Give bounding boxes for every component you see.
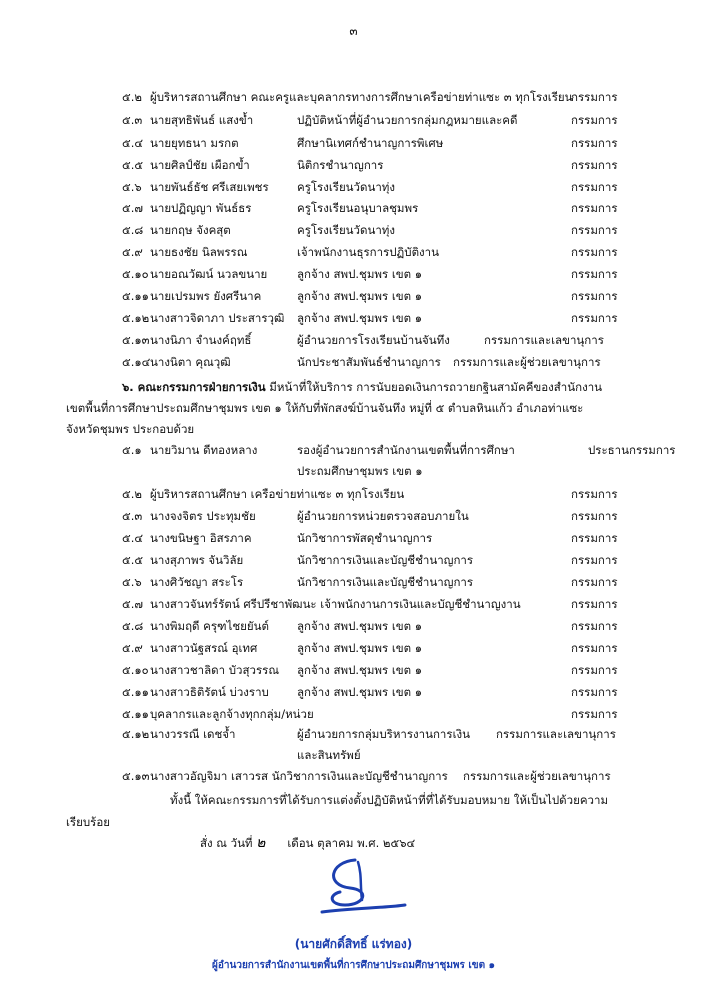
section5-member-row <box>0 87 707 107</box>
member-name: นางขนิษฐา อิสรภาค <box>150 531 252 545</box>
member-name: นายศิลป์ชัย เผือกข้ำ <box>150 158 250 172</box>
member-number: ๕.๕ <box>122 158 144 172</box>
member-role: กรรมการ <box>571 223 618 237</box>
member-number: ๕.๘ <box>122 619 144 633</box>
member-role: กรรมการ <box>571 685 618 699</box>
member-name: นางสาวธิติรัตน์ บ่วงราบ <box>150 685 269 699</box>
member-name: นางสาวนัฐสรณ์ อุเทศ <box>150 641 258 655</box>
signer-position: ผู้อำนวยการสำนักงานเขตพื้นที่การศึกษาประถมศึกษาชุมพร เขต ๑ <box>212 960 495 971</box>
section6.members-member-row <box>0 638 707 658</box>
member-number: ๕.๑ <box>122 443 142 457</box>
member-role: กรรมการ <box>571 531 618 545</box>
member-number: ๕.๑๓ <box>122 769 150 783</box>
member-role: กรรมการ <box>571 113 618 127</box>
member-name: นางสาวจันทร์รัตน์ ศรีปรีชาพัฒนะ เจ้าพนักงานการเงินและบัญชีชำนาญงาน <box>150 597 521 611</box>
signature-image <box>300 850 420 920</box>
section5-member-row <box>0 133 707 153</box>
section6.members-member-row <box>0 682 707 702</box>
member-role: กรรมการและผู้ช่วยเลขานุการ <box>453 355 601 369</box>
member-role: กรรมการ <box>571 180 618 194</box>
member-position: นักประชาสัมพันธ์ชำนาญการ <box>297 355 441 369</box>
member-position: ลูกจ้าง สพป.ชุมพร เขต ๑ <box>297 641 423 655</box>
member-position: ลูกจ้าง สพป.ชุมพร เขต ๑ <box>297 289 423 303</box>
member-position: ปฏิบัติหน้าที่ผู้อำนวยการกลุ่มกฎหมายและคดี <box>297 113 518 127</box>
member-role: กรรมการและผู้ช่วยเลขานุการ <box>463 769 611 783</box>
member-number: ๕.๘ <box>122 223 144 237</box>
section6.members-member-row <box>0 528 707 548</box>
section5-member-row <box>0 264 707 284</box>
member-role: กรรมการ <box>571 267 618 281</box>
member-number: ๕.๓ <box>122 509 143 523</box>
section5-member-row <box>0 110 707 130</box>
section6.members-member-row <box>0 484 707 504</box>
date-prefix: สั่ง ณ วันที่ <box>200 836 253 850</box>
member-name: นางนิตา คุณวุฒิ <box>150 355 231 369</box>
member-position-continued: และสินทรัพย์ <box>297 748 361 762</box>
closing-line2: เรียบร้อย <box>66 815 110 829</box>
member-role: กรรมการ <box>571 90 618 104</box>
member-position: เจ้าพนักงานธุรการปฏิบัติงาน <box>297 245 439 259</box>
member-name: บุคลากรและลูกจ้างทุกกลุ่ม/หน่วย <box>150 707 314 721</box>
section6-intro-line3: จังหวัดชุมพร ประกอบด้วย <box>66 422 195 436</box>
member-role: กรรมการ <box>571 289 618 303</box>
member-name: นายสุทธิพันธ์ แสงข้ำ <box>150 113 254 127</box>
member-position: นักวิชาการเงินและบัญชีชำนาญการ <box>297 575 474 589</box>
member-number: ๕.๑๑ <box>122 685 149 699</box>
member-role: กรรมการ <box>571 136 618 150</box>
member-number: ๕.๔ <box>122 531 144 545</box>
section6.members-member-row <box>0 616 707 636</box>
member-role: กรรมการ <box>571 663 618 677</box>
section6.members-member-row <box>0 572 707 592</box>
member-role: กรรมการ <box>571 158 618 172</box>
member-number: ๕.๒ <box>122 487 142 501</box>
section6-intro-line2: เขตพื้นที่การศึกษาประถมศึกษาชุมพร เขต ๑ ให้กับที่พักสงฆ์บ้านจันทึง หมู่ที่ ๕ ตำบลหินแก้ว อำเภอท่าแซะ <box>66 401 584 415</box>
member-role: กรรมการและเลขานุการ <box>496 727 616 741</box>
member-number: ๕.๑๓ <box>122 333 150 347</box>
member-role: กรรมการ <box>571 509 618 523</box>
member-name: นายธงชัย นิลพรรณ <box>150 245 248 259</box>
section6.members-member-row <box>0 766 707 786</box>
section5-member-row <box>0 352 707 372</box>
date-month: เดือน ตุลาคม พ.ศ. ๒๕๖๔ <box>287 836 416 850</box>
member-position-continued: ประถมศึกษาชุมพร เขต ๑ <box>297 464 423 478</box>
section5-member-row <box>0 177 707 197</box>
member-name: นายยุทธนา มรกต <box>150 136 239 150</box>
member-name: นายกฤษ จังคสุต <box>150 223 231 237</box>
member-position: ลูกจ้าง สพป.ชุมพร เขต ๑ <box>297 685 423 699</box>
signer-name: (นายศักดิ์สิทธิ์ แร่ทอง) <box>294 937 413 951</box>
member-role: กรรมการ <box>571 487 618 501</box>
member-position: ลูกจ้าง สพป.ชุมพร เขต ๑ <box>297 619 423 633</box>
member-role: กรรมการ <box>571 619 618 633</box>
member-name: นางนิภา จำนงค์ฤทธิ์ <box>150 333 252 347</box>
member-name: นางสาวชาลิดา บัวสุวรรณ <box>150 663 280 677</box>
member-role: ประธานกรรมการ <box>588 443 676 457</box>
member-role: กรรมการ <box>571 597 618 611</box>
section5-member-row <box>0 308 707 328</box>
member-role: กรรมการ <box>571 311 618 325</box>
member-name: ผู้บริหารสถานศึกษา คณะครูและบุคลากรทางการศึกษาเครือข่ายท่าแซะ ๓ ทุกโรงเรียน <box>150 90 573 104</box>
section6.members-member-row <box>0 660 707 680</box>
member-position: ลูกจ้าง สพป.ชุมพร เขต ๑ <box>297 311 423 325</box>
member-position: ครูโรงเรียนอนุบาลชุมพร <box>297 201 419 215</box>
member-number: ๕.๒ <box>122 90 142 104</box>
member-position: ลูกจ้าง สพป.ชุมพร เขต ๑ <box>297 663 423 677</box>
member-position: นักวิชาการพัสดุชำนาญการ <box>297 531 433 545</box>
section5-member-row <box>0 286 707 306</box>
member-number: ๕.๔ <box>122 136 144 150</box>
section6.members-member-row <box>0 724 707 744</box>
section6-line1: มีหน้าที่ให้บริการ การนับยอดเงินการถวายกฐินสามัคคีของสำนักงาน <box>265 380 603 394</box>
member-role: กรรมการ <box>571 553 618 567</box>
member-name: ผู้บริหารสถานศึกษา เครือข่ายท่าแซะ ๓ ทุกโรงเรียน <box>150 487 405 501</box>
member-name: นายเปรมพร ยังศรีนาค <box>150 289 262 303</box>
section6.members-member-row <box>0 594 707 614</box>
member-number: ๕.๓ <box>122 113 143 127</box>
page-number: ๓ <box>349 24 358 38</box>
closing-line1: ทั้งนี้ ให้คณะกรรมการที่ได้รับการแต่งตั้งปฏิบัติหน้าที่ที่ได้รับมอบหมาย ให้เป็นไปด้วยความ <box>170 793 609 807</box>
member-role: กรรมการ <box>571 575 618 589</box>
member-position: ผู้อำนวยการหน่วยตรวจสอบภายใน <box>297 509 469 523</box>
section6.members-member-row <box>0 704 707 724</box>
member-position: ครูโรงเรียนวัดนาทุ่ง <box>297 180 395 194</box>
member-name: นางจงจิตร ประทุมชัย <box>150 509 256 523</box>
member-name: นางศิวัชญา สระโร <box>150 575 244 589</box>
member-number: ๕.๕ <box>122 553 144 567</box>
member-number: ๕.๑๔ <box>122 355 151 369</box>
member-position: ลูกจ้าง สพป.ชุมพร เขต ๑ <box>297 267 423 281</box>
section6.members-member-row <box>0 440 707 460</box>
member-position: ศึกษานิเทศก์ชำนาญการพิเศษ <box>297 136 444 150</box>
member-position: ผู้อำนวยการกลุ่มบริหารงานการเงิน <box>297 727 470 741</box>
date-day: ๒ <box>256 835 266 851</box>
section6-intro-line1 <box>122 377 602 397</box>
member-role: กรรมการ <box>571 201 618 215</box>
member-number: ๕.๗ <box>122 201 144 215</box>
member-name: นางพิมฤดี ครุฑไชยยันต์ <box>150 619 269 633</box>
member-number: ๕.๑๑ <box>122 289 149 303</box>
member-role: กรรมการ <box>571 707 618 721</box>
member-position: นักวิชาการเงินและบัญชีชำนาญการ <box>297 553 474 567</box>
section5-member-row <box>0 330 707 350</box>
member-number: ๕.๗ <box>122 597 144 611</box>
member-position: ผู้อำนวยการโรงเรียนบ้านจันทึง <box>297 333 450 347</box>
section5-member-row <box>0 220 707 240</box>
member-number: ๕.๑๒ <box>122 727 150 741</box>
member-position: ครูโรงเรียนวัดนาทุ่ง <box>297 223 395 237</box>
member-number: ๕.๑๐ <box>122 267 149 281</box>
section6-heading: ๖. คณะกรรมการฝ่ายการเงิน <box>122 380 266 394</box>
section5-member-row <box>0 155 707 175</box>
member-name: นางสาวจิดาภา ประสารวุฒิ <box>150 311 285 325</box>
member-number: ๕.๙ <box>122 245 143 259</box>
member-number: ๕.๖ <box>122 180 142 194</box>
member-number: ๕.๙ <box>122 641 143 655</box>
member-role: กรรมการและเลขานุการ <box>484 333 604 347</box>
member-name: นายพันธ์ธัช ศรีเสยเพชร <box>150 180 269 194</box>
section6.members-member-row <box>0 506 707 526</box>
section6.members-member-row <box>0 550 707 570</box>
member-position: รองผู้อำนวยการสำนักงานเขตพื้นที่การศึกษา <box>297 443 515 457</box>
member-number: ๕.๖ <box>122 575 142 589</box>
section5-member-row <box>0 242 707 262</box>
member-number: ๕.๑๐ <box>122 663 149 677</box>
member-number: ๕.๑๑ <box>122 707 149 721</box>
member-name: นายอณวัฒน์ นวลขนาย <box>150 267 268 281</box>
member-name: นายวิมาน ดีทองหลาง <box>150 443 258 457</box>
member-name: นางวรรณี เดชจ้ำ <box>150 727 236 741</box>
member-name: นางสุภาพร จันวิลัย <box>150 553 244 567</box>
member-position: นิติกรชำนาญการ <box>297 158 384 172</box>
member-name: นายปฏิญญา พันธ์ธร <box>150 201 252 215</box>
member-role: กรรมการ <box>571 641 618 655</box>
section5-member-row <box>0 198 707 218</box>
member-role: กรรมการ <box>571 245 618 259</box>
member-name: นางสาวอัญจิมา เสาวรส นักวิชาการเงินและบัญชีชำนาญการ <box>150 769 448 783</box>
member-number: ๕.๑๒ <box>122 311 150 325</box>
